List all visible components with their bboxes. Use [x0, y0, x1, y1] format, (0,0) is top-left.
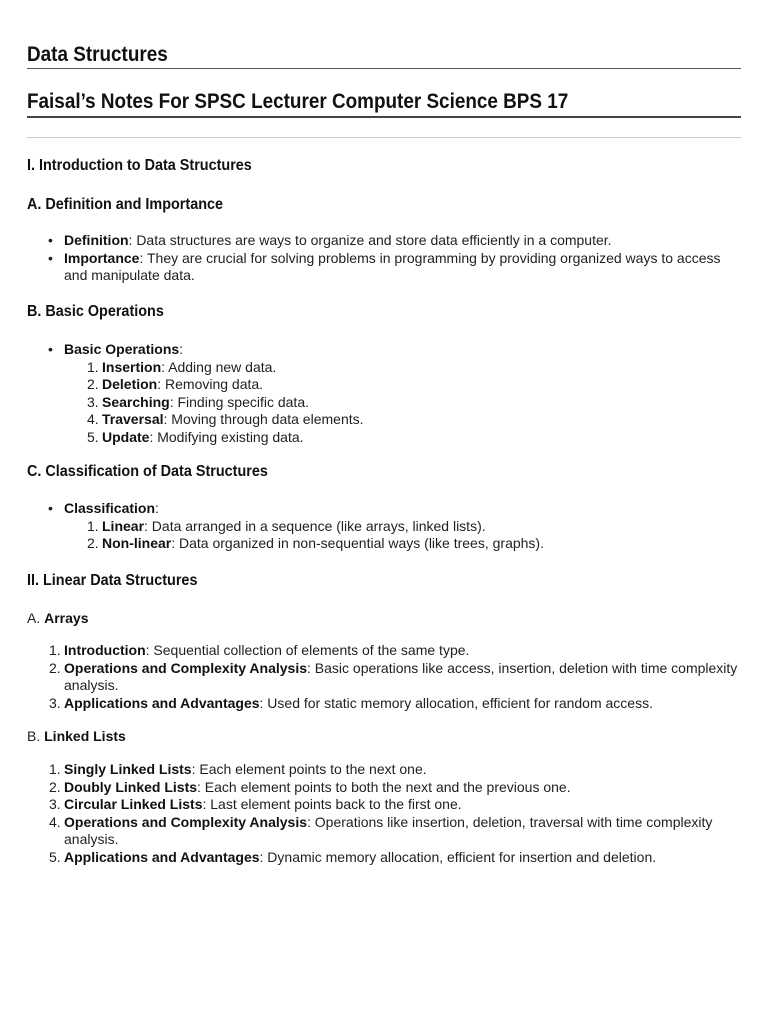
- list-item: 4. Traversal: Moving through data elements.: [87, 411, 364, 427]
- title-divider: [27, 68, 741, 69]
- list-item: • Basic Operations: 1. Insertion: Adding new data. 2. Deletion: Removing data. 3. Searching: Finding specific data. 4. Traversal: Moving through data elements. 5. Update: Modifying existing data.: [64, 341, 744, 446]
- linked-lists-subheading: B. Linked Lists: [27, 728, 126, 744]
- list-item: 1. Insertion: Adding new data.: [87, 358, 277, 375]
- arrays-subheading: A. Arrays: [27, 610, 89, 626]
- operations-sublist: [87, 358, 744, 447]
- section-divider: [27, 137, 741, 138]
- arrays-list: [49, 642, 744, 712]
- linked-lists-list: [49, 761, 744, 866]
- list-item: • Definition: Data structures are ways to organize and store data efficiently in a computer.: [64, 232, 744, 250]
- section-2-heading: II. Linear Data Structures: [27, 572, 198, 589]
- list-item: 1. Singly Linked Lists: Each element points to the next one.: [49, 761, 427, 777]
- classification-list: [64, 500, 744, 553]
- list-item: 2. Non-linear: Data organized in non-sequential ways (like trees, graphs).: [87, 535, 544, 551]
- basic-operations-list: [64, 341, 744, 446]
- list-item: • Importance: They are crucial for solving problems in programming by providing organized ways to access and manipulate data.: [64, 250, 744, 285]
- section-1c-heading: C. Classification of Data Structures: [27, 463, 268, 480]
- section-1a-heading: A. Definition and Importance: [27, 196, 224, 213]
- list-item: 1. Linear: Data arranged in a sequence (like arrays, linked lists).: [87, 517, 486, 534]
- section-1-heading: I. Introduction to Data Structures: [27, 157, 252, 174]
- subtitle-divider: [27, 116, 741, 118]
- list-item: 3. Applications and Advantages: Used for static memory allocation, efficient for random access.: [49, 694, 653, 711]
- list-item: 2. Deletion: Removing data.: [87, 376, 264, 392]
- list-item: 2. Doubly Linked Lists: Each element points to both the next and the previous one.: [49, 778, 571, 795]
- list-item: 1. Introduction: Sequential collection of elements of the same type.: [49, 642, 470, 658]
- list-item: • Classification: 1. Linear: Data arranged in a sequence (like arrays, linked lists). 2. Non-linear: Data organized in non-sequential ways (like trees, graphs).: [64, 500, 744, 553]
- document-subtitle: Faisal’s Notes For SPSC Lecturer Computer Science BPS 17: [27, 90, 569, 113]
- list-item: 5. Update: Modifying existing data.: [87, 428, 304, 445]
- list-item: 4. Operations and Complexity Analysis: Operations like insertion, deletion, traversal with time complexity analysis.: [49, 813, 713, 847]
- section-1b-heading: B. Basic Operations: [27, 303, 164, 320]
- document-title: Data Structures: [27, 43, 168, 66]
- list-item: 5. Applications and Advantages: Dynamic memory allocation, efficient for insertion and deletion.: [49, 848, 657, 865]
- list-item: 3. Circular Linked Lists: Last element points back to the first one.: [49, 796, 462, 812]
- classification-sublist: [87, 517, 744, 553]
- definition-list: [64, 232, 744, 285]
- list-item: 2. Operations and Complexity Analysis: Basic operations like access, insertion, deletion with time complexity analysis.: [49, 659, 738, 693]
- list-item: 3. Searching: Finding specific data.: [87, 393, 309, 410]
